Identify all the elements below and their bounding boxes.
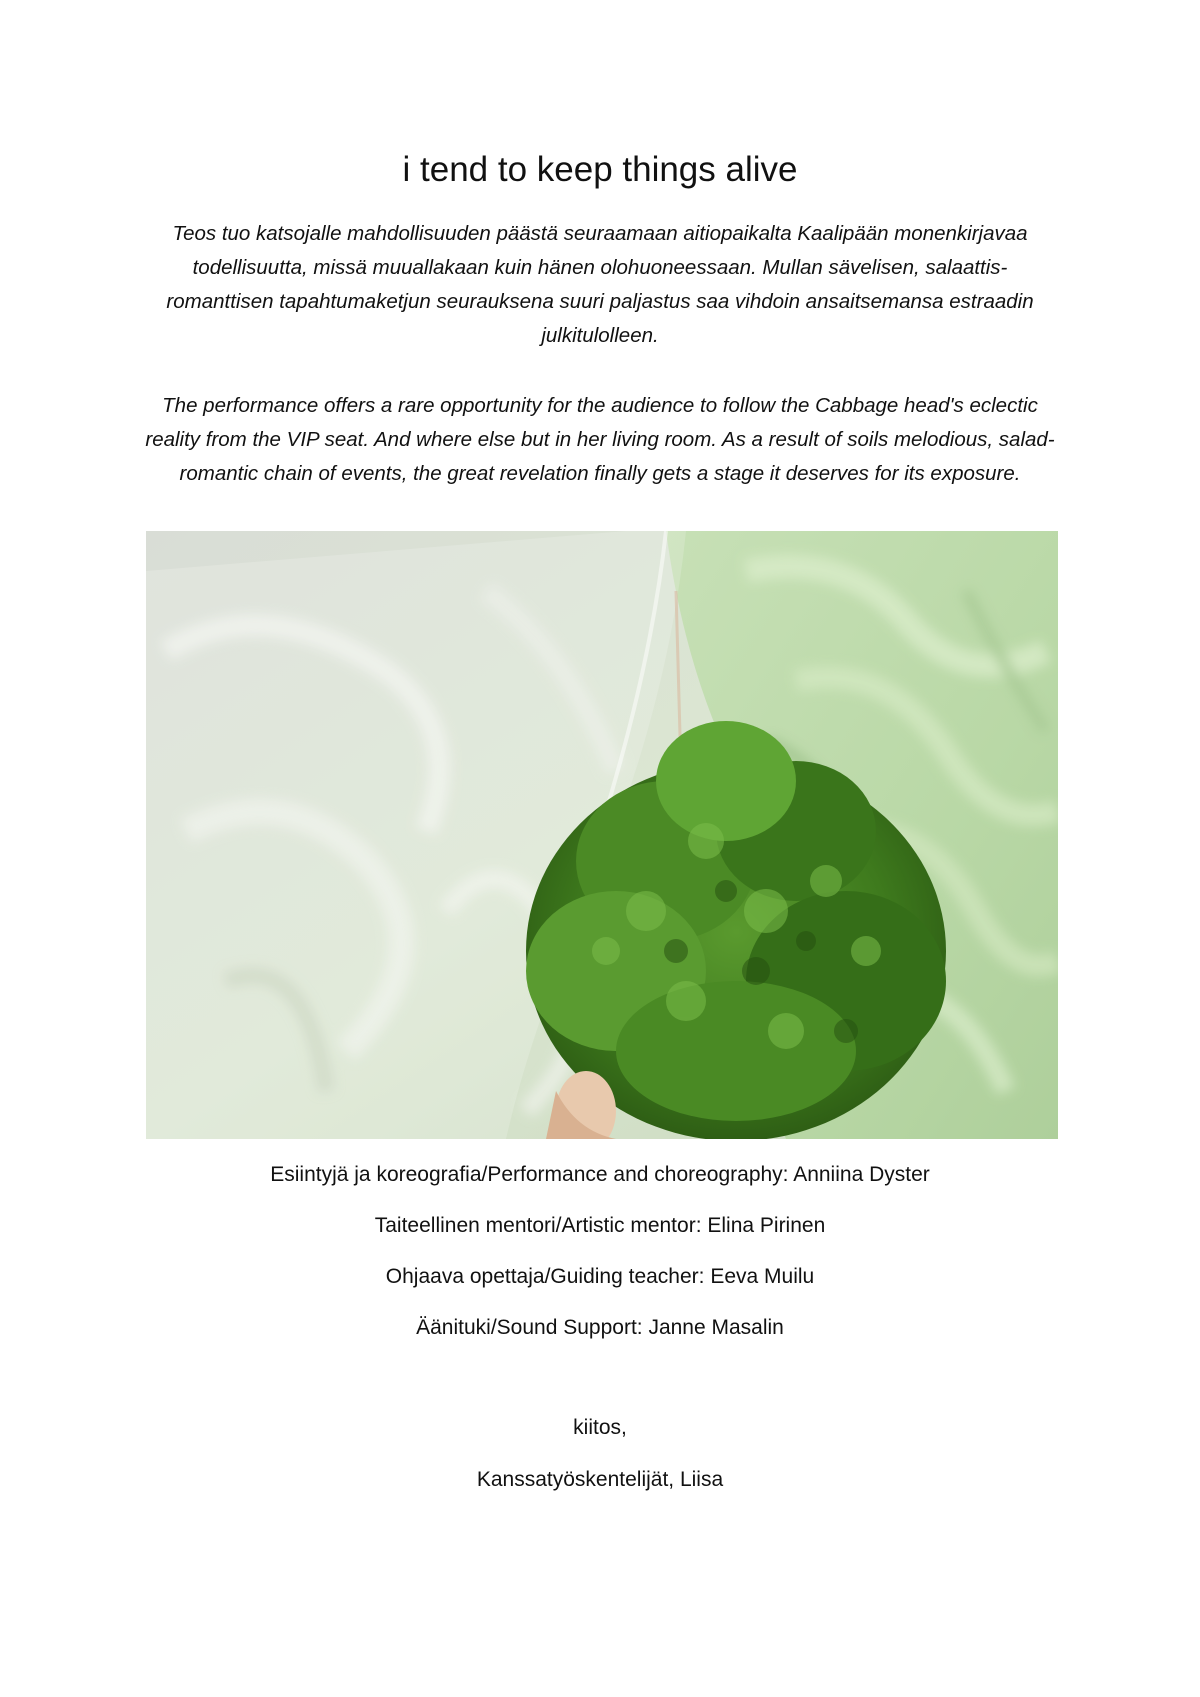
credit-sound-support: Äänituki/Sound Support: Janne Masalin bbox=[416, 1316, 784, 1339]
lettuce-on-fabric-image bbox=[146, 531, 1058, 1139]
credit-guiding-teacher: Ohjaava opettaja/Guiding teacher: Eeva Muilu bbox=[385, 1265, 815, 1288]
credit-performance-choreography: Esiintyjä ja koreografia/Performance and choreography: Anniina Dyster bbox=[270, 1163, 930, 1186]
credit-artistic-mentor: Taiteellinen mentori/Artistic mentor: Elina Pirinen bbox=[374, 1214, 826, 1237]
closing-thanks: kiitos, bbox=[573, 1416, 627, 1439]
description-finnish: Teos tuo katsojalle mahdollisuuden päästä seuraamaan aitiopaikalta Kaalipään monenkirjavaa todellisuutta, missä muuallakaan kuin hänen olohuoneessaan. Mullan sävelisen, salaattis-romanttisen tapahtumaketjun seurauksena suuri paljastus saa vihdoin ansaitsemansa estraadin julkitulolleen. bbox=[166, 222, 1034, 347]
performance-photo bbox=[146, 531, 1058, 1139]
closing-signature: Kanssatyöskentelijät, Liisa bbox=[476, 1468, 724, 1491]
description-english: The performance offers a rare opportunity for the audience to follow the Cabbage head's eclectic reality from the VIP seat. And where else but in her living room. As a result of soils melodious, salad-romantic chain of events, the great revelation finally gets a stage it deserves for its exposure. bbox=[145, 394, 1055, 485]
page-title: i tend to keep things alive bbox=[402, 150, 798, 189]
